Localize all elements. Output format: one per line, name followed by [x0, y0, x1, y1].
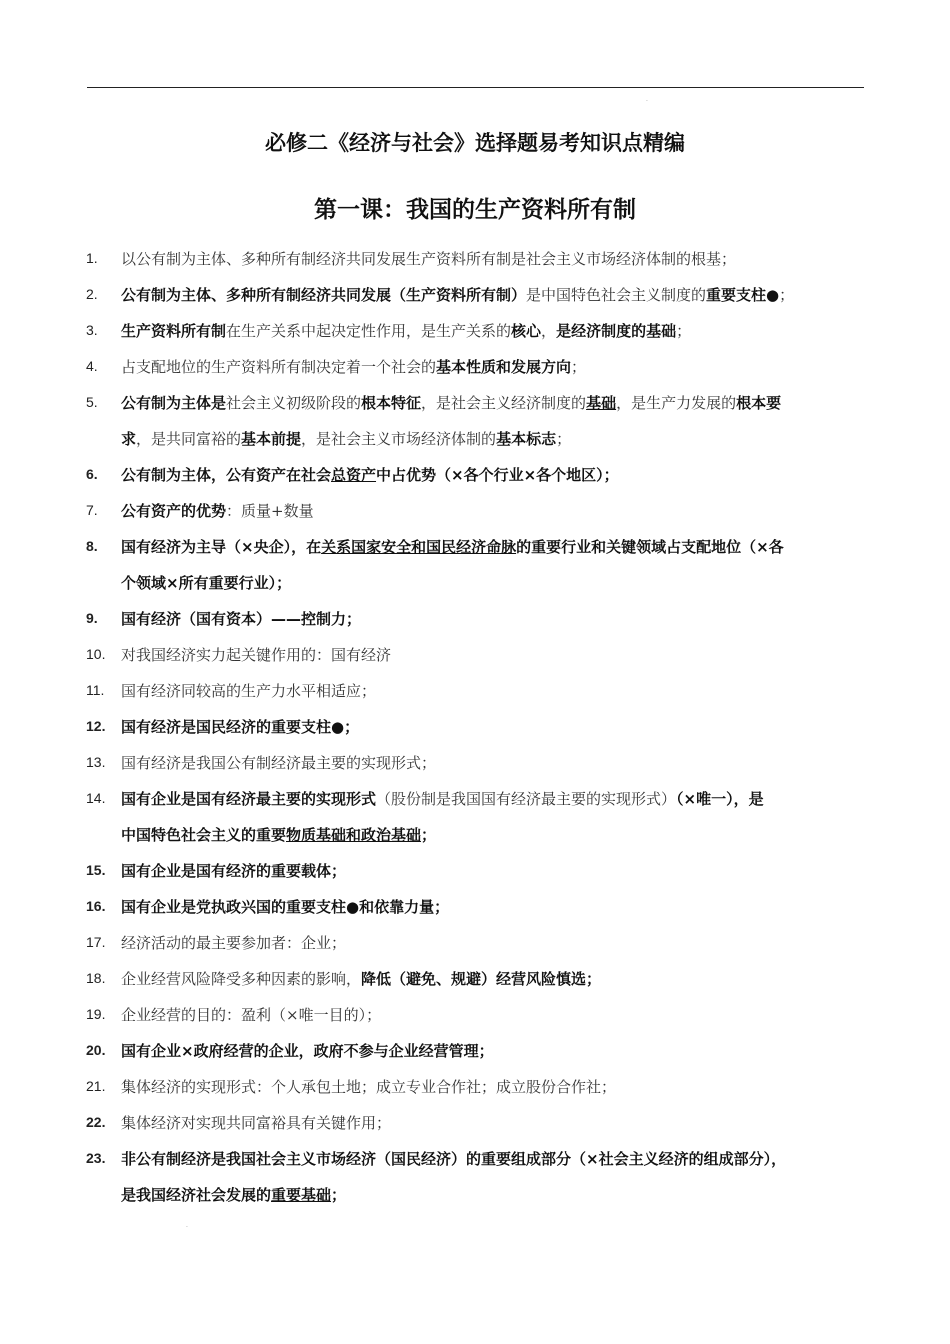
- text-run: 以公有制为主体、多种所有制经济共同发展生产资料所有制是社会主义市场经济体制的根基；: [121, 250, 737, 268]
- text-run: ；: [779, 286, 795, 304]
- item-text-line: [121, 248, 736, 269]
- bold-term: 国有企业是国有经济最主要的实现形式: [121, 790, 377, 808]
- bold-term: 的重要行业和关键领域占支配地位（×各: [516, 538, 784, 556]
- item-text-line: [121, 716, 359, 737]
- bold-term: 求: [121, 430, 137, 448]
- text-run: ；: [571, 358, 587, 376]
- bold-term: ；: [331, 1186, 347, 1204]
- underlined-term: 基础: [586, 394, 617, 412]
- text-run: 集体经济对实现共同富裕具有关键作用；: [121, 1114, 392, 1132]
- item-number: 18.: [86, 970, 106, 986]
- item-number: 12.: [86, 718, 106, 734]
- underlined-term: 重要基础: [271, 1186, 332, 1204]
- item-text-line: [121, 824, 436, 845]
- text-run: 企业经营的目的：盈利（×唯一目的）；: [121, 1006, 382, 1024]
- item-number: 9.: [86, 610, 98, 626]
- item-text-line: [121, 536, 784, 557]
- bold-term: （×唯一），是: [676, 790, 764, 808]
- bold-term: 国有企业是党执政兴国的重要支柱●和依靠力量；: [121, 898, 450, 916]
- bold-term: 中国特色社会主义的重要: [121, 826, 287, 844]
- bold-term: 公有制为主体，公有资产在社会: [121, 466, 332, 484]
- text-run: ：质量+数量: [226, 502, 314, 520]
- bold-term: 重要支柱●: [706, 286, 780, 304]
- item-number: 16.: [86, 898, 106, 914]
- item-number: 4.: [86, 358, 98, 374]
- item-text-line: [121, 644, 391, 665]
- bold-term: 国有经济（国有资本）——控制力；: [121, 610, 362, 628]
- text-run: 集体经济的实现形式：个人承包土地；成立专业合作社；成立股份合作社；: [121, 1078, 617, 1096]
- item-text-line: [121, 1004, 381, 1025]
- item-number: 20.: [86, 1042, 106, 1058]
- item-text-line: [121, 500, 314, 521]
- lesson-title: 第一课：我国的生产资料所有制: [314, 197, 636, 223]
- item-number: 6.: [86, 466, 98, 482]
- item-text-line: [121, 1112, 391, 1133]
- item-text-line: [121, 320, 691, 341]
- underlined-term: 总资产: [331, 466, 377, 484]
- item-text-line: [121, 1076, 616, 1097]
- bold-term: 是经济制度的基础: [556, 322, 677, 340]
- item-text-line: [121, 608, 361, 629]
- bold-term: 是我国经济社会发展的: [121, 1186, 272, 1204]
- text-run: ，是生产力发展的: [616, 394, 737, 412]
- bold-term: 公有制为主体是: [121, 394, 227, 412]
- bold-term: ；: [421, 826, 437, 844]
- page-speck: .: [186, 1222, 188, 1229]
- bold-term: 基本性质和发展方向: [436, 358, 572, 376]
- text-run: 是中国特色社会主义制度的: [526, 286, 707, 304]
- text-run: 占支配地位的生产资料所有制决定着一个社会的: [121, 358, 437, 376]
- bold-term: 降低（避免、规避）经营风险慎选；: [361, 970, 602, 988]
- bold-term: 中占优势（×各个行业×各个地区）；: [376, 466, 619, 484]
- bold-term: 公有资产的优势: [121, 502, 227, 520]
- text-run: ，是共同富裕的: [136, 430, 242, 448]
- bold-term: 基本前提: [241, 430, 302, 448]
- bold-term: 国有企业是国有经济的重要载体；: [121, 862, 347, 880]
- item-number: 21.: [86, 1078, 106, 1094]
- text-run: 在生产关系中起决定性作用，是生产关系的: [226, 322, 512, 340]
- item-text-line: [121, 464, 619, 485]
- text-run: 国有经济是我国公有制经济最主要的实现形式；: [121, 754, 437, 772]
- text-run: ；: [676, 322, 692, 340]
- bold-term: 国有经济是国民经济的重要支柱●；: [121, 718, 360, 736]
- item-number: 8.: [86, 538, 98, 554]
- item-text-line: [121, 680, 376, 701]
- item-text-line: [121, 428, 571, 449]
- item-number: 23.: [86, 1150, 106, 1166]
- item-text-line: [121, 932, 346, 953]
- document-title: 必修二《经济与社会》选择题易考知识点精编: [265, 131, 685, 155]
- text-run: 经济活动的最主要参加者：企业；: [121, 934, 347, 952]
- item-number: 5.: [86, 394, 98, 410]
- text-run: ，是社会主义经济制度的: [421, 394, 587, 412]
- item-number: 17.: [86, 934, 106, 950]
- item-text-line: [121, 1040, 494, 1061]
- bold-term: 公有制为主体、多种所有制经济共同发展（生产资料所有制）: [121, 286, 527, 304]
- text-run: （股份制是我国国有经济最主要的实现形式）: [376, 790, 677, 808]
- item-number: 14.: [86, 790, 106, 806]
- item-text-line: [121, 1184, 346, 1205]
- item-number: 22.: [86, 1114, 106, 1130]
- text-run: 国有经济同较高的生产力水平相适应；: [121, 682, 377, 700]
- text-run: ，是社会主义市场经济体制的: [301, 430, 497, 448]
- item-text-line: [121, 284, 794, 305]
- text-run: ；: [556, 430, 572, 448]
- item-text-line: [121, 572, 291, 593]
- bold-term: 国有企业×政府经营的企业，政府不参与企业经营管理；: [121, 1042, 494, 1060]
- text-run: 企业经营风险降受多种因素的影响，: [121, 970, 362, 988]
- bold-term: 根本特征: [361, 394, 422, 412]
- bold-term: 根本要: [736, 394, 782, 412]
- text-run: ，: [541, 322, 557, 340]
- underlined-term: 关系国家安全和国民经济命脉: [321, 538, 517, 556]
- item-number: 7.: [86, 502, 98, 518]
- item-number: 15.: [86, 862, 106, 878]
- item-number: 19.: [86, 1006, 106, 1022]
- bold-term: 基本标志: [496, 430, 557, 448]
- underlined-term: 物质基础和政治基础: [286, 826, 422, 844]
- text-run: 社会主义初级阶段的: [226, 394, 362, 412]
- bold-term: 核心: [511, 322, 542, 340]
- item-number: 1.: [86, 250, 98, 266]
- item-text-line: [121, 752, 436, 773]
- item-text-line: [121, 968, 601, 989]
- item-number: 11.: [86, 682, 105, 698]
- header-rule: [87, 87, 864, 88]
- bold-term: 国有经济为主导（×央企），在: [121, 538, 322, 556]
- text-run: 对我国经济实力起关键作用的：国有经济: [121, 646, 392, 664]
- page-speck: .: [646, 96, 648, 103]
- item-text-line: [121, 356, 586, 377]
- bold-term: 生产资料所有制: [121, 322, 227, 340]
- item-text-line: [121, 788, 764, 809]
- item-text-line: [121, 860, 346, 881]
- item-number: 10.: [86, 646, 106, 662]
- item-number: 13.: [86, 754, 106, 770]
- item-text-line: [121, 1148, 786, 1169]
- bold-term: 个领域×所有重要行业）；: [121, 574, 292, 592]
- bold-term: 非公有制经济是我国社会主义市场经济（国民经济）的重要组成部分（×社会主义经济的组成部分），: [121, 1150, 787, 1168]
- item-number: 3.: [86, 322, 98, 338]
- item-text-line: [121, 896, 449, 917]
- item-text-line: [121, 392, 781, 413]
- item-number: 2.: [86, 286, 98, 302]
